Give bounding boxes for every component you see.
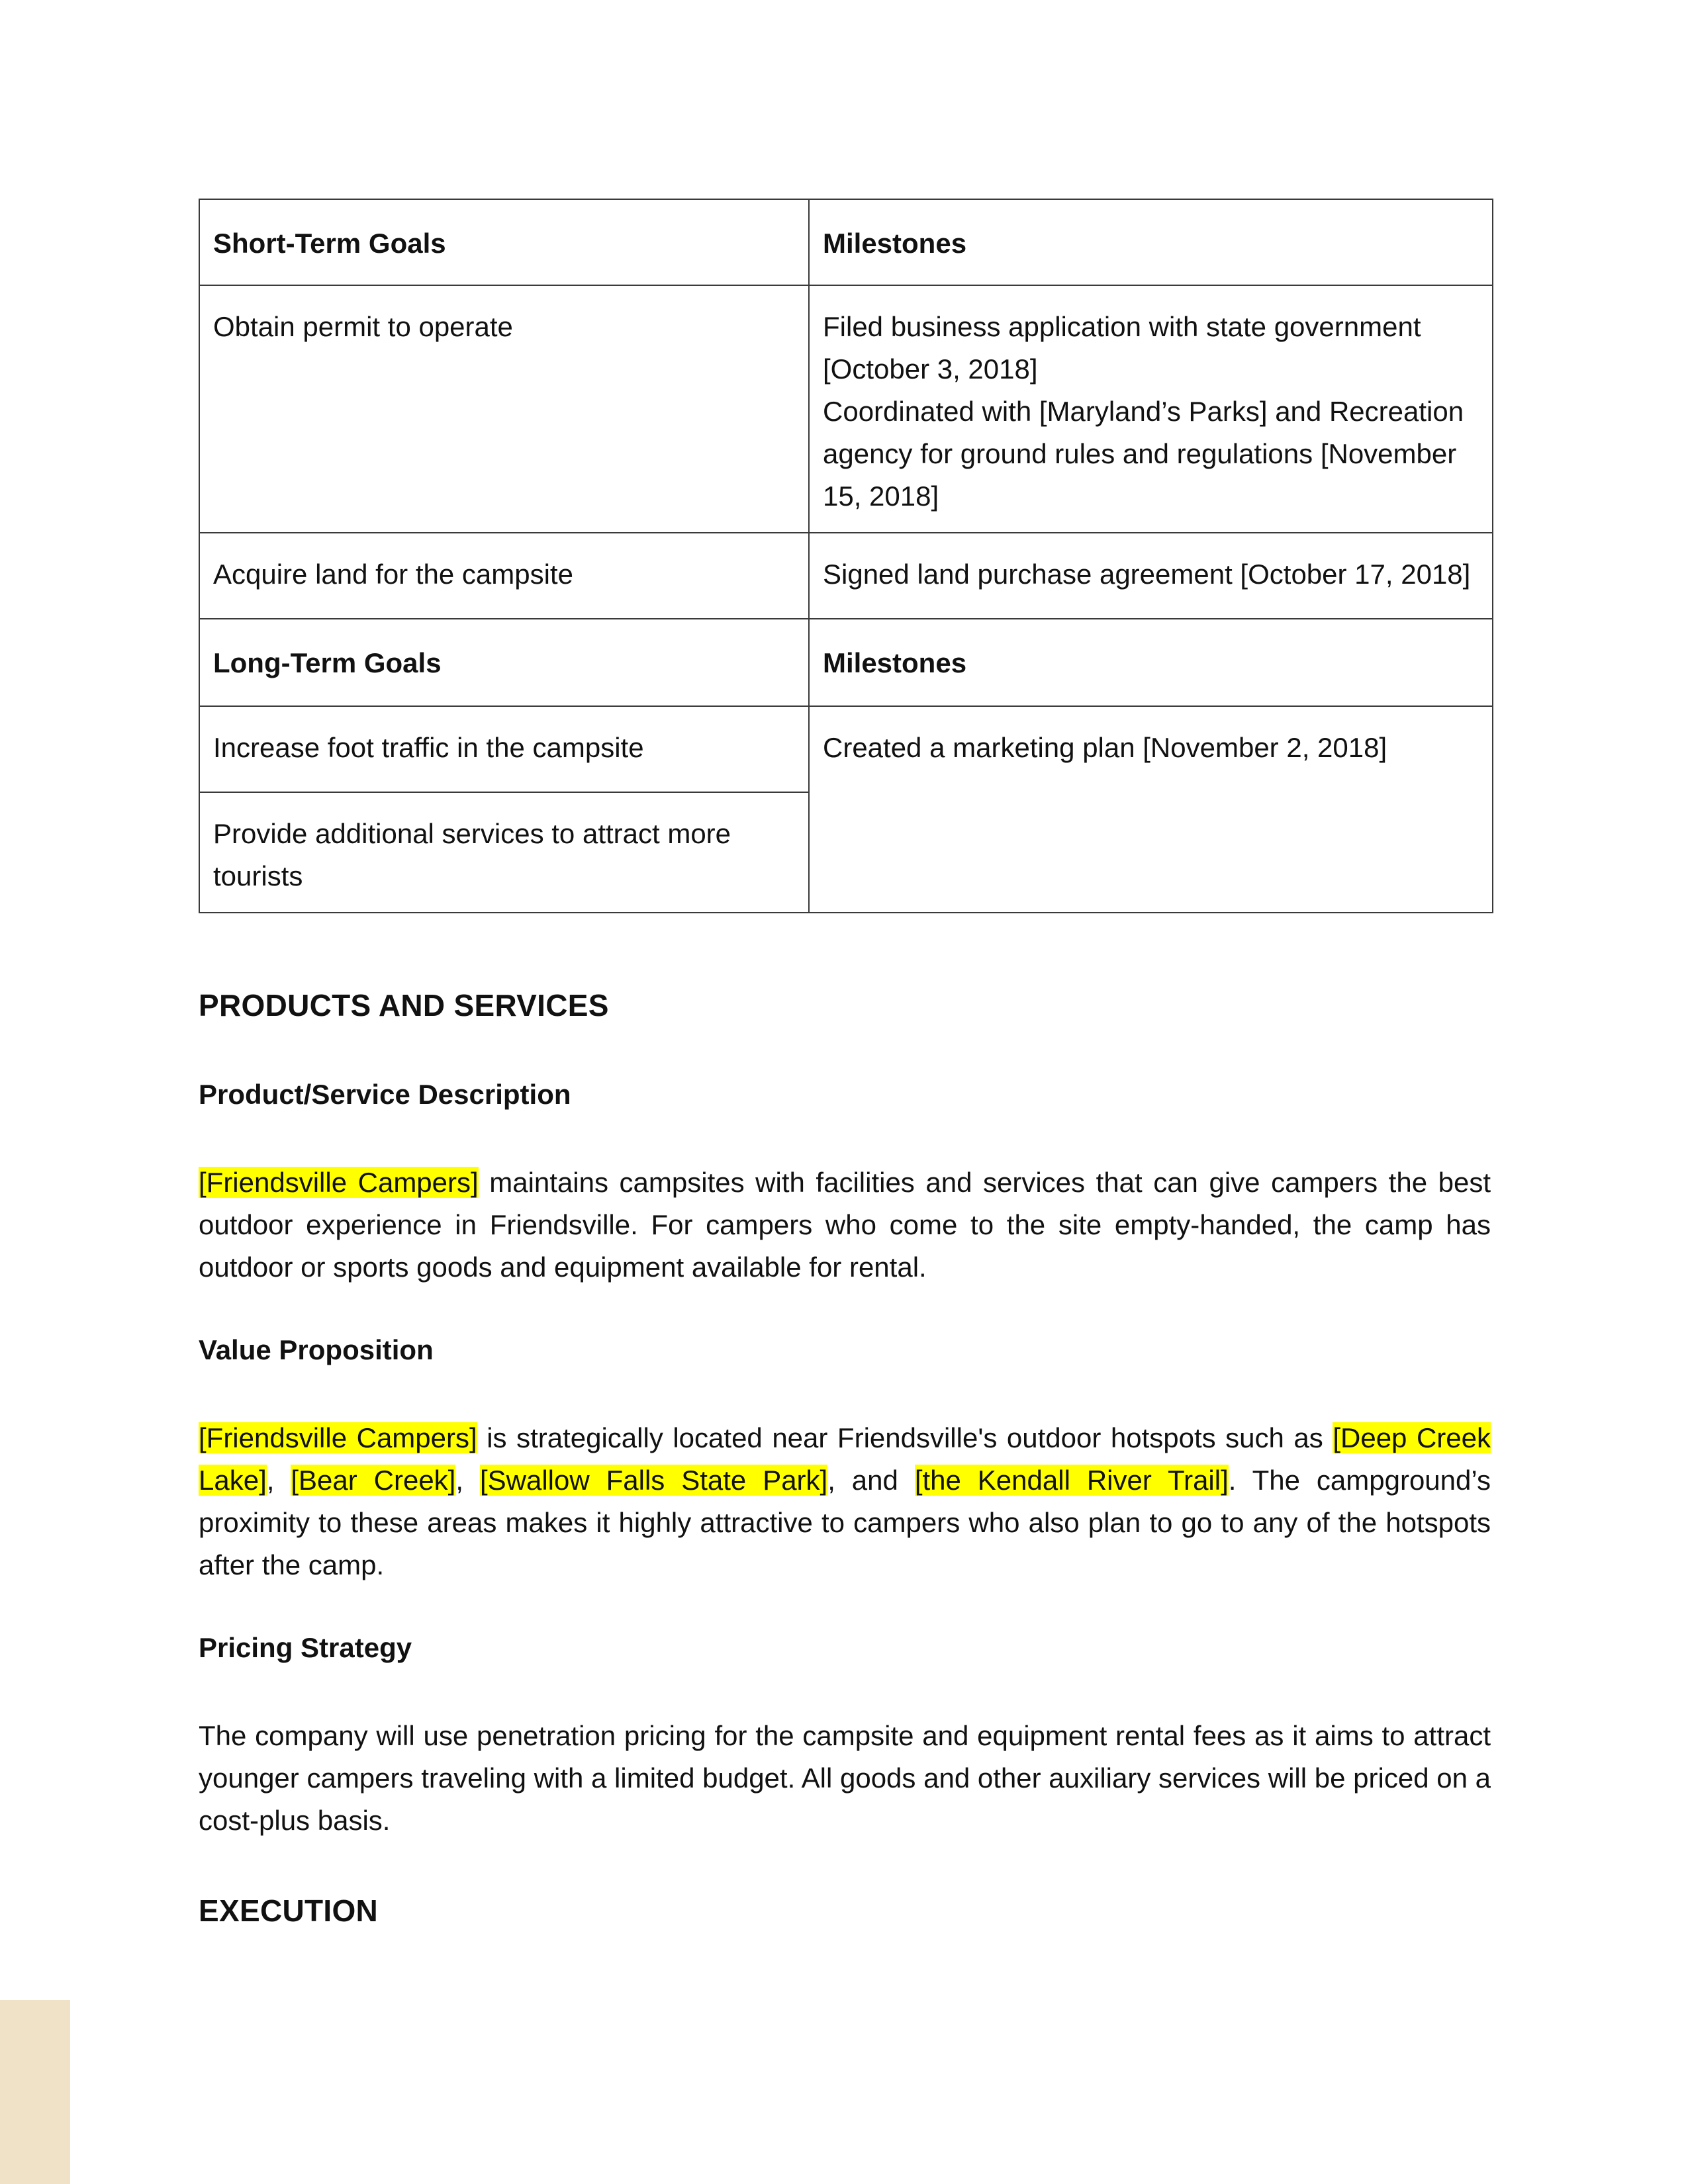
separator-text: , <box>455 1465 480 1496</box>
highlighted-company-name: [Friendsville Campers] <box>199 1167 479 1198</box>
highlighted-company-name: [Friendsville Campers] <box>199 1422 477 1453</box>
goals-milestones-table <box>199 199 1493 913</box>
product-description-paragraph <box>199 1161 1491 1289</box>
table-row <box>199 533 1493 619</box>
highlighted-place: [Bear Creek] <box>291 1465 456 1496</box>
product-description-heading: Product/Service Description <box>199 1079 571 1110</box>
table-header-row <box>199 199 1493 285</box>
separator-text: , and <box>827 1465 915 1496</box>
products-services-heading: PRODUCTS AND SERVICES <box>199 988 609 1023</box>
goal-cell: Increase foot traffic in the campsite <box>199 706 809 792</box>
milestones-header: Milestones <box>809 199 1493 285</box>
milestone-text: Coordinated with [Maryland’s Parks] and Recreation agency for ground rules and regulations [November 15, 2018] <box>823 396 1464 512</box>
milestone-cell <box>809 285 1493 533</box>
value-proposition-heading: Value Proposition <box>199 1334 434 1365</box>
table-row <box>199 706 1493 792</box>
milestone-cell: Signed land purchase agreement [October 17, 2018] <box>809 533 1493 619</box>
paragraph-text: maintains campsites with facilities and services that can give campers the best outdoor experience in Friendsville. For campers who come to the site empty-handed, the camp has outdoor or sports goods and equipment available for rental. <box>199 1167 1491 1283</box>
page-corner-tab <box>0 2000 70 2184</box>
milestone-text: Filed business application with state government [October 3, 2018] <box>823 311 1421 385</box>
pricing-strategy-paragraph: The company will use penetration pricing for the campsite and equipment rental fees as it aims to attract younger campers traveling with a limited budget. All goods and other auxiliary services will be priced on a cost-plus basis. <box>199 1720 1491 1836</box>
long-term-goals-header: Long-Term Goals <box>199 619 809 706</box>
goal-cell: Acquire land for the campsite <box>199 533 809 619</box>
separator-text: , <box>266 1465 291 1496</box>
goal-cell: Obtain permit to operate <box>199 285 809 533</box>
highlighted-place: [the Kendall River Trail] <box>914 1465 1229 1496</box>
pricing-strategy-heading: Pricing Strategy <box>199 1632 412 1663</box>
table-header-row <box>199 619 1493 706</box>
highlighted-place: [Swallow Falls State Park] <box>479 1465 828 1496</box>
highlighted-place: [Deep Creek Lake] <box>199 1422 1491 1496</box>
paragraph-text: . The campground’s proximity to these areas makes it highly attractive to campers who also plan to go to any of the hotspots after the camp. <box>199 1465 1491 1580</box>
short-term-goals-header: Short-Term Goals <box>199 199 809 285</box>
milestone-cell: Created a marketing plan [November 2, 2018] <box>809 706 1493 913</box>
value-proposition-paragraph <box>199 1417 1491 1586</box>
goal-cell: Provide additional services to attract more tourists <box>199 792 809 913</box>
milestones-header: Milestones <box>809 619 1493 706</box>
paragraph-text: is strategically located near Friendsville's outdoor hotspots such as <box>477 1422 1333 1453</box>
table-row <box>199 285 1493 533</box>
execution-heading: EXECUTION <box>199 1893 379 1928</box>
